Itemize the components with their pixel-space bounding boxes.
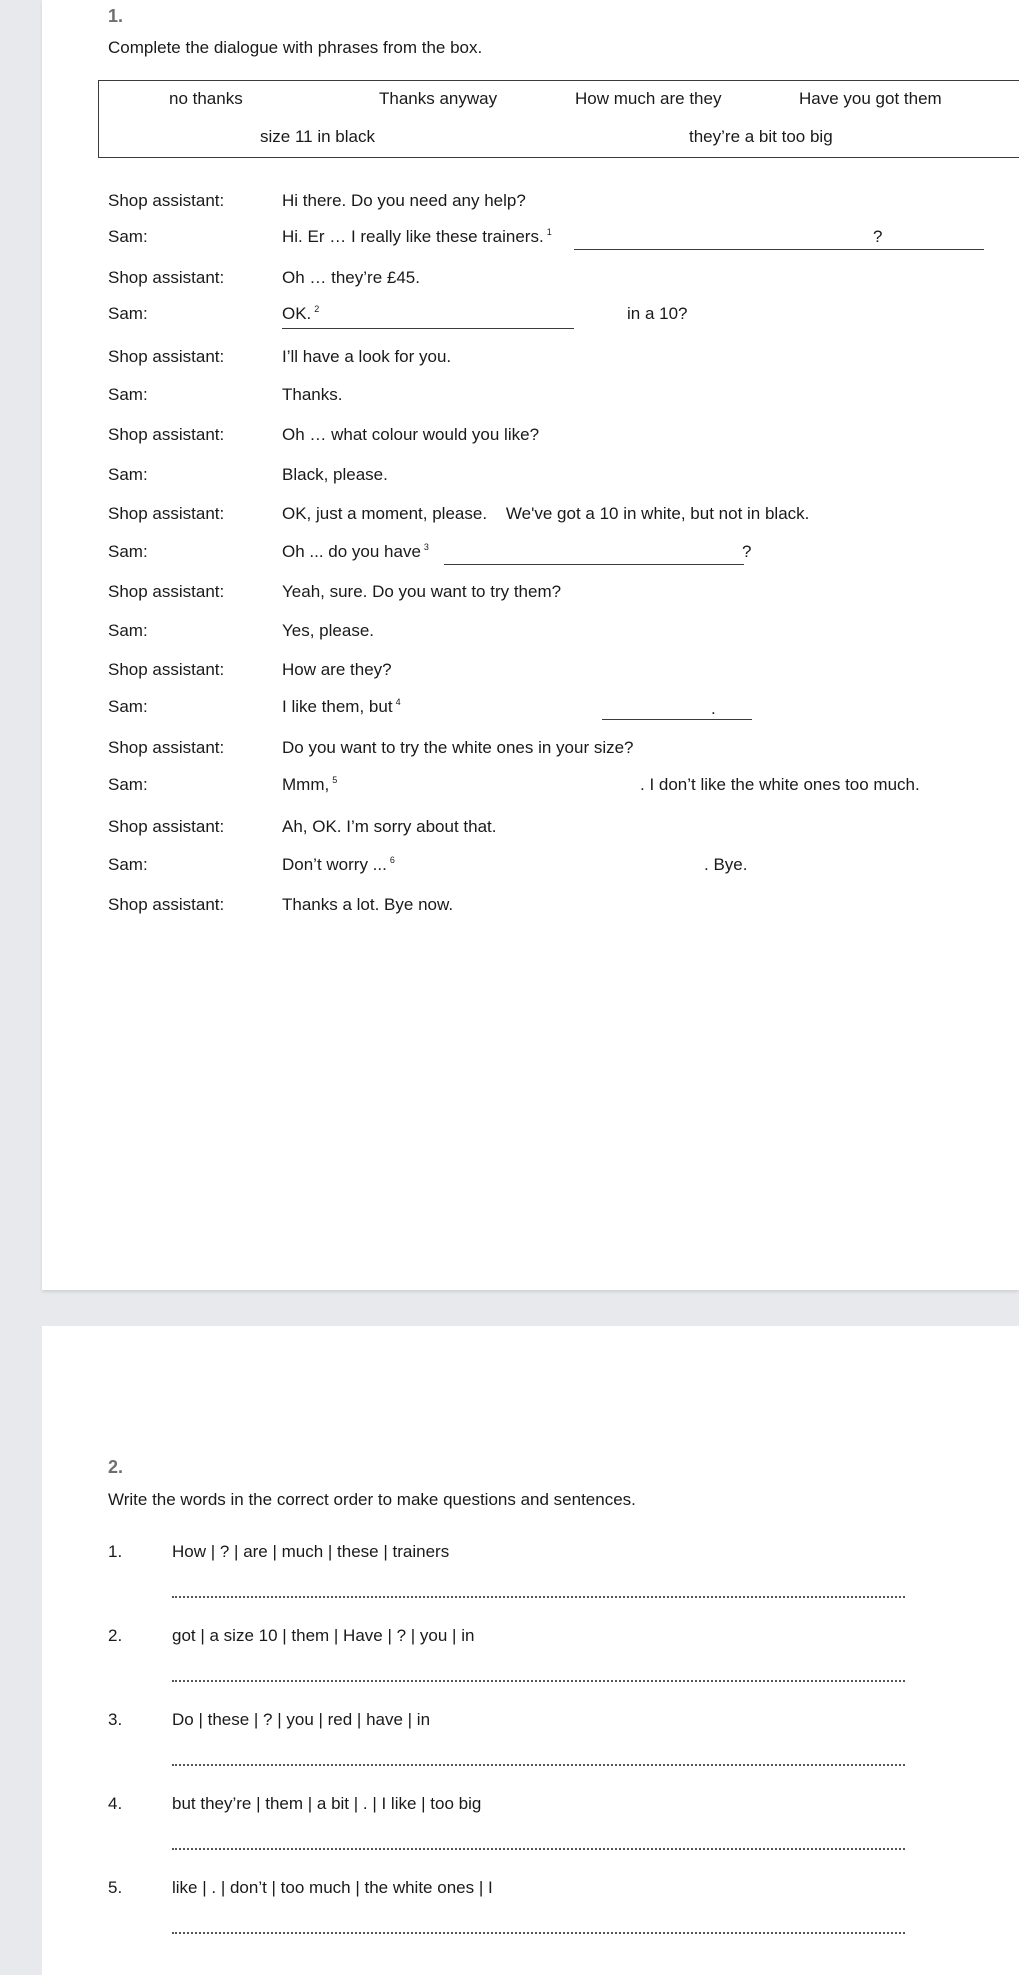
- speaker-label: Sam:: [108, 227, 148, 246]
- speaker-label: Sam:: [108, 542, 148, 561]
- answer-line-5[interactable]: [172, 1932, 905, 1934]
- gap-number: 5: [332, 775, 338, 786]
- phrase: they’re a bit too big: [689, 127, 833, 146]
- speaker-label: Shop assistant:: [108, 268, 225, 287]
- speaker-label: Sam:: [108, 304, 148, 323]
- item-words: got | a size 10 | them | Have | ? | you | in: [172, 1626, 475, 1645]
- speaker-label: Sam:: [108, 385, 148, 404]
- dialogue-line: [42, 817, 1019, 847]
- dialogue-text: Do you want to try the white ones in your size?: [282, 738, 634, 757]
- speaker-label: Sam:: [108, 621, 148, 640]
- phrase: Have you got them: [799, 89, 942, 108]
- after-gap-text: . I don’t like the white ones too much.: [640, 775, 920, 794]
- item-words: like | . | don’t | too much | the white ones | I: [172, 1878, 493, 1897]
- item-number: 4.: [108, 1794, 123, 1813]
- gap-number: 3: [423, 542, 429, 553]
- dialogue-line: [42, 855, 1019, 885]
- gap-number: 4: [395, 697, 401, 708]
- dialogue-text: How are they?: [282, 660, 392, 679]
- dialogue-line: [42, 465, 1019, 495]
- answer-blank-2[interactable]: [282, 328, 574, 329]
- dialogue-text: I’ll have a look for you.: [282, 347, 452, 366]
- dialogue-line: [42, 582, 1019, 612]
- exercise-item: [42, 1794, 1019, 1854]
- after-gap-text: in a 10?: [627, 304, 688, 323]
- dialogue-text: OK, just a moment, please. We've got a 10 in white, but not in black.: [282, 504, 810, 523]
- dialogue-text: Thanks a lot. Bye now.: [282, 895, 454, 914]
- dialogue-text: Mmm,: [282, 775, 330, 794]
- speaker-label: Shop assistant:: [108, 191, 225, 210]
- after-gap-text: ?: [742, 542, 752, 561]
- dialogue-line: [42, 660, 1019, 690]
- exercise-2-number: 2.: [108, 1457, 124, 1477]
- dialogue-text: Black, please.: [282, 465, 388, 484]
- phrase-box: [98, 80, 1019, 158]
- answer-blank-3[interactable]: [444, 564, 744, 565]
- dialogue-line: [42, 385, 1019, 415]
- dialogue-line: [42, 504, 1019, 534]
- after-gap-text: . Bye.: [704, 855, 748, 874]
- dialogue-line: [42, 895, 1019, 925]
- exercise-1-number: 1.: [108, 6, 124, 26]
- dialogue-text: Hi. Er … I really like these trainers.: [282, 227, 544, 246]
- gap-number: 6: [389, 855, 395, 866]
- item-number: 1.: [108, 1542, 123, 1561]
- item-number: 3.: [108, 1710, 123, 1729]
- dialogue-text: I like them, but: [282, 697, 393, 716]
- exercise-item: [42, 1542, 1019, 1602]
- speaker-label: Sam:: [108, 775, 148, 794]
- exercise-2-instruction: Write the words in the correct order to make questions and sentences.: [108, 1490, 636, 1509]
- speaker-label: Sam:: [108, 697, 148, 716]
- item-number: 2.: [108, 1626, 123, 1645]
- dialogue-text: Ah, OK. I’m sorry about that.: [282, 817, 497, 836]
- item-number: 5.: [108, 1878, 123, 1897]
- speaker-label: Sam:: [108, 855, 148, 874]
- phrase: size 11 in black: [260, 127, 375, 146]
- dialogue-line: [42, 621, 1019, 651]
- speaker-label: Shop assistant:: [108, 425, 225, 444]
- dialogue-text: OK.: [282, 304, 312, 323]
- dialogue-text: Hi there. Do you need any help?: [282, 191, 526, 210]
- exercise-item: [42, 1710, 1019, 1770]
- dialogue-text: Thanks.: [282, 385, 343, 404]
- dialogue-line: [42, 542, 1019, 572]
- item-words: How | ? | are | much | these | trainers: [172, 1542, 450, 1561]
- dialogue-text: Oh ... do you have: [282, 542, 421, 561]
- after-gap-text: .: [711, 699, 716, 718]
- gap-number: 1: [546, 227, 552, 238]
- speaker-label: Shop assistant:: [108, 582, 225, 601]
- answer-line-1[interactable]: [172, 1596, 905, 1598]
- answer-blank-1[interactable]: [574, 249, 984, 250]
- answer-line-3[interactable]: [172, 1764, 905, 1766]
- exercise-1-instruction: Complete the dialogue with phrases from the box.: [108, 38, 483, 57]
- phrase: Thanks anyway: [379, 89, 498, 108]
- answer-line-2[interactable]: [172, 1680, 905, 1682]
- dialogue-text: Oh … what colour would you like?: [282, 425, 540, 444]
- answer-blank-4[interactable]: [602, 719, 752, 720]
- dialogue-line: [42, 191, 1019, 221]
- item-words: Do | these | ? | you | red | have | in: [172, 1710, 431, 1729]
- speaker-label: Shop assistant:: [108, 504, 225, 523]
- dialogue-line: [42, 227, 1019, 257]
- exercise-1-card: [42, 0, 1019, 1290]
- exercise-item: [42, 1626, 1019, 1686]
- speaker-label: Shop assistant:: [108, 660, 225, 679]
- speaker-label: Shop assistant:: [108, 817, 225, 836]
- phrase: no thanks: [169, 89, 243, 108]
- item-words: but they’re | them | a bit | . | I like | too big: [172, 1794, 482, 1813]
- speaker-label: Shop assistant:: [108, 347, 225, 366]
- answer-line-4[interactable]: [172, 1848, 905, 1850]
- dialogue-text: Oh … they’re £45.: [282, 268, 420, 287]
- dialogue-line: [42, 425, 1019, 455]
- gap-number: 2: [314, 304, 320, 315]
- dialogue-text: Yes, please.: [282, 621, 374, 640]
- after-gap-text: ?: [873, 227, 883, 246]
- dialogue-text: Yeah, sure. Do you want to try them?: [282, 582, 562, 601]
- speaker-label: Sam:: [108, 465, 148, 484]
- dialogue-line: [42, 697, 1019, 727]
- dialogue-line: [42, 304, 1019, 334]
- phrase: How much are they: [575, 89, 722, 108]
- dialogue-line: [42, 738, 1019, 768]
- exercise-2-card: [42, 1326, 1019, 1975]
- speaker-label: Shop assistant:: [108, 895, 225, 914]
- dialogue-line: [42, 268, 1019, 298]
- dialogue-text: Don’t worry ...: [282, 855, 387, 874]
- exercise-item: [42, 1878, 1019, 1938]
- dialogue-line: [42, 775, 1019, 805]
- dialogue-line: [42, 347, 1019, 377]
- speaker-label: Shop assistant:: [108, 738, 225, 757]
